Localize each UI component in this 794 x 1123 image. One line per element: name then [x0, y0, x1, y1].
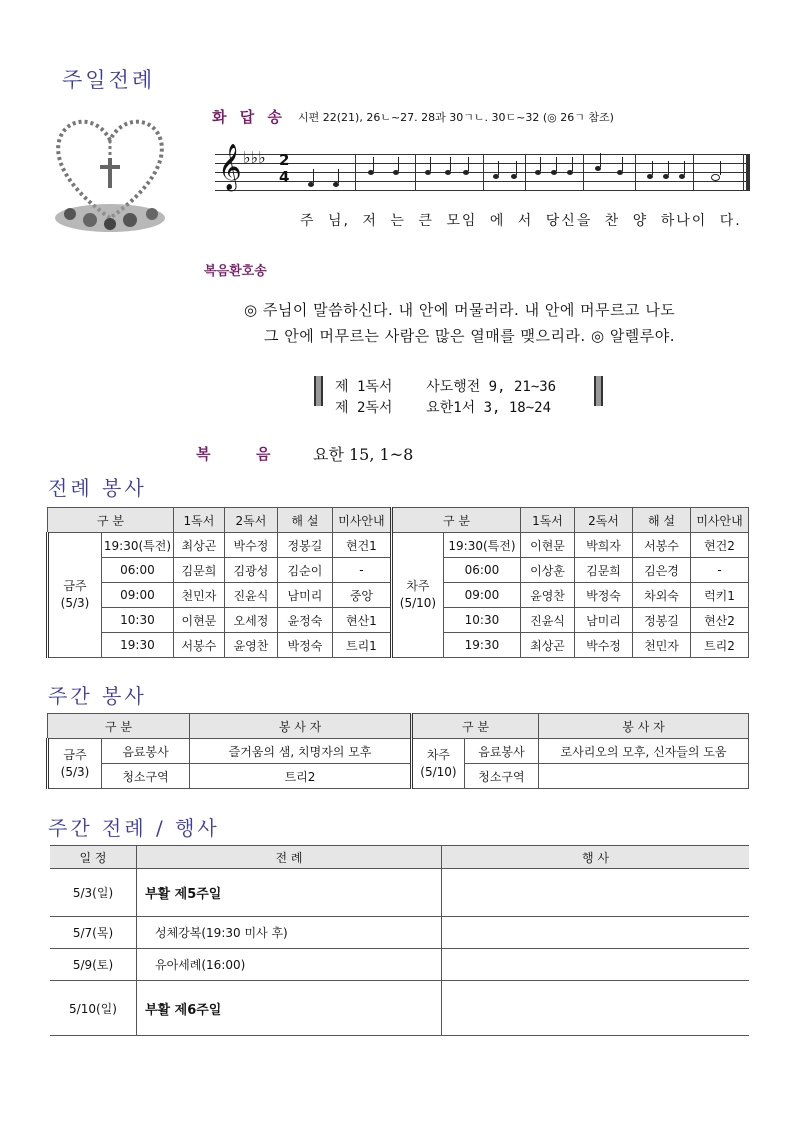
weekly-events-table [50, 845, 749, 1036]
gospel-label-1: 복 [196, 445, 211, 463]
weekly-events-title: 주간 전례 / 행사 [48, 816, 220, 840]
cell: 진윤식 [521, 608, 575, 633]
date-cell: 5/7(목) [50, 917, 137, 949]
cell: 09:00 [443, 583, 520, 608]
cell: 트리1 [332, 633, 391, 658]
reading-2-label: 제 2독서 [335, 400, 393, 416]
this-week-cell [48, 739, 102, 789]
table-row [48, 739, 749, 764]
cell: 19:30(특전) [102, 533, 174, 558]
cell: 서봉수 [633, 533, 691, 558]
cell: 박희자 [575, 533, 633, 558]
cell: 트리2 [691, 633, 749, 658]
cell: 현산1 [332, 608, 391, 633]
table-row [50, 869, 749, 917]
music-staff [215, 144, 750, 200]
rosary-heart-image [40, 100, 180, 240]
date-cell: 5/3(일) [50, 869, 137, 917]
cell: 윤정숙 [277, 608, 332, 633]
cell: 06:00 [443, 558, 520, 583]
gospel-ref: 요한 15, 1~8 [313, 445, 414, 464]
cell: 서봉수 [173, 633, 224, 658]
page-title: 주일전례 [62, 68, 156, 92]
cell: 이현문 [521, 533, 575, 558]
header-volunteers: 봉 사 자 [190, 714, 412, 739]
next-week-label: 차주 [426, 747, 451, 762]
header-division: 구 분 [48, 714, 190, 739]
cell: 로사리오의 모후, 신자들의 도움 [539, 739, 749, 764]
cell: 19:30 [443, 633, 520, 658]
cell: 박정숙 [575, 583, 633, 608]
cell: 음료봉사 [102, 739, 190, 764]
acclamation-label: 복음환호송 [204, 264, 267, 279]
cell: 청소구역 [464, 764, 538, 789]
this-week-date: (5/3) [60, 764, 90, 779]
header-date: 일 정 [50, 846, 137, 869]
flat-signs-icon: ♭♭♭ [243, 148, 266, 167]
cell: 중앙 [332, 583, 391, 608]
gospel-label-2: 음 [256, 445, 271, 463]
cell: 09:00 [102, 583, 174, 608]
cell: 럭키1 [691, 583, 749, 608]
header-reading2: 2독서 [575, 508, 633, 533]
header-division: 구 분 [412, 714, 539, 739]
cell: 트리2 [190, 764, 412, 789]
cell: - [332, 558, 391, 583]
table-header-row [50, 846, 749, 869]
psalm-lyrics: 주 님, 저 는 큰 모임 에 서 당신을 찬 양 하나이 다. [300, 213, 742, 229]
weekly-service-table [46, 713, 749, 789]
reading-1-ref: 사도행전 9, 21~36 [426, 379, 557, 395]
cell: 진윤식 [224, 583, 277, 608]
cell: 김순이 [277, 558, 332, 583]
cell: 남미리 [277, 583, 332, 608]
cell: 최상곤 [173, 533, 224, 558]
treble-clef-icon: 𝄞 [218, 144, 242, 190]
acclamation-line1: ◎ 주님이 말씀하신다. 내 안에 머물러라. 내 안에 머무르고 나도 [244, 301, 676, 319]
psalm-label: 화 답 송 [212, 108, 286, 126]
cell: 청소구역 [102, 764, 190, 789]
next-week-cell [391, 533, 443, 658]
cell: 10:30 [443, 608, 520, 633]
cell: 윤영찬 [521, 583, 575, 608]
cell: - [691, 558, 749, 583]
cell: 현건1 [332, 533, 391, 558]
psalm-reference: 시편 22(21), 26ㄴ~27. 28과 30ㄱㄴ. 30ㄷ~32 (◎ 26ㄱ 참조) [298, 111, 614, 124]
table-row [50, 949, 749, 981]
table-header-row [48, 508, 749, 533]
header-events: 행 사 [442, 846, 750, 869]
cell: 윤영찬 [224, 633, 277, 658]
next-week-label: 차주 [406, 579, 430, 593]
cell: 차외숙 [633, 583, 691, 608]
reading-1-label: 제 1독서 [335, 379, 393, 395]
bracket-right [594, 376, 603, 406]
half-note [711, 174, 720, 181]
event-cell [442, 869, 750, 917]
date-cell: 5/10(일) [50, 981, 137, 1036]
header-division: 구 분 [391, 508, 520, 533]
liturgy-cell: 부활 제6주일 [137, 981, 442, 1036]
table-header-row [48, 714, 749, 739]
this-week-cell [48, 533, 102, 658]
header-reading2: 2독서 [224, 508, 277, 533]
liturgy-cell: 유아세례(16:00) [137, 949, 442, 981]
header-volunteers: 봉 사 자 [539, 714, 749, 739]
cell: 박정숙 [277, 633, 332, 658]
cell: 오세정 [224, 608, 277, 633]
cell [539, 764, 749, 789]
cell: 김은경 [633, 558, 691, 583]
header-usher: 미사안내 [332, 508, 391, 533]
cell: 현산2 [691, 608, 749, 633]
header-liturgy: 전 례 [137, 846, 442, 869]
liturgy-service-title: 전례 봉사 [48, 476, 147, 500]
this-week-label: 금주 [63, 747, 87, 762]
header-division: 구 분 [48, 508, 174, 533]
table-row [50, 981, 749, 1036]
cell: 남미리 [575, 608, 633, 633]
cell: 최상곤 [521, 633, 575, 658]
cell: 19:30(특전) [443, 533, 520, 558]
weekly-service-title: 주간 봉사 [48, 684, 147, 708]
date-cell: 5/9(토) [50, 949, 137, 981]
reading-2-ref: 요한1서 3, 18~24 [426, 400, 552, 416]
this-week-label: 금주 [63, 579, 87, 593]
cell: 김문희 [173, 558, 224, 583]
cell: 현건2 [691, 533, 749, 558]
time-signature: 2 4 [279, 151, 290, 186]
liturgy-service-table [46, 507, 749, 658]
header-reading1: 1독서 [173, 508, 224, 533]
event-cell [442, 949, 750, 981]
cell: 이현문 [173, 608, 224, 633]
cell: 정봉길 [277, 533, 332, 558]
cell: 음료봉사 [464, 739, 538, 764]
liturgy-cell: 부활 제5주일 [137, 869, 442, 917]
event-cell [442, 917, 750, 949]
table-row [50, 917, 749, 949]
cell: 박수정 [575, 633, 633, 658]
next-week-date: (5/10) [420, 764, 457, 779]
liturgy-cell: 성체강복(19:30 미사 후) [137, 917, 442, 949]
bracket-left [314, 376, 323, 406]
cell: 이상훈 [521, 558, 575, 583]
this-week-date: (5/3) [60, 596, 90, 610]
cell: 10:30 [102, 608, 174, 633]
cell: 정봉길 [633, 608, 691, 633]
cell: 06:00 [102, 558, 174, 583]
header-reading1: 1독서 [521, 508, 575, 533]
header-usher: 미사안내 [691, 508, 749, 533]
next-week-date: (5/10) [399, 596, 437, 610]
table-row [48, 533, 749, 558]
table-row [48, 764, 749, 789]
header-commentary: 해 설 [633, 508, 691, 533]
cell: 즐거움의 샘, 치명자의 모후 [190, 739, 412, 764]
acclamation-line2: 그 안에 머무르는 사람은 많은 열매를 맺으리라. ◎ 알렐루야. [264, 327, 676, 345]
cell: 김광성 [224, 558, 277, 583]
reading-1 [335, 376, 556, 396]
reading-2 [335, 397, 551, 417]
cell: 김문희 [575, 558, 633, 583]
cell: 천민자 [633, 633, 691, 658]
cell: 19:30 [102, 633, 174, 658]
event-cell [442, 981, 750, 1036]
header-commentary: 해 설 [277, 508, 332, 533]
cell: 천민자 [173, 583, 224, 608]
next-week-cell [412, 739, 465, 789]
cell: 박수정 [224, 533, 277, 558]
